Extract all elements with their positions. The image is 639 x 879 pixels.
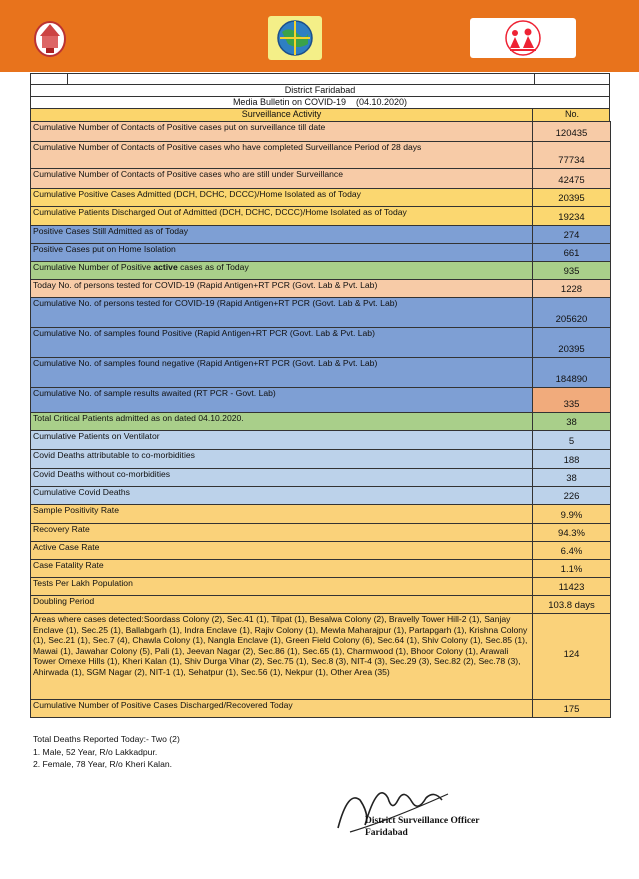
row-value: 205620 bbox=[533, 298, 611, 328]
death-entry: 1. Male, 52 Year, R/o Lakkadpur. bbox=[33, 746, 158, 757]
table-row bbox=[31, 524, 611, 542]
areas-list: Areas where cases detected:Soordass Colony (2), Sec.41 (1), Tilpat (1), Besalwa Colony (2), Bravelly Tower Hill-2 (1), Sanjay Enclave (1), Sec.25 (1), Ballabgarh (1), Indra Enclave (1), Rajiv Colony (1), Mewla Maharajpur (1), Partapgarh (1), Krishna Colony (1), Sec.21 (1), Sec.7 (4), Chawla Colony (1), Nangla Enclave (1), Green Field Colony (6), Sec.64 (1), Shiv Colony (1), Sec.85 (1), Mawai (1), Jawahar Colony (5), Pali (1), Jeevan Nagar (2), Sec.86 (1), Sec.65 (1), Charmwood (1), Bhoor Colony (1), Arawali Tower Omexe Hills (1), Kheri Kalan (1), Shiv Durga Vihar (2), Sec.75 (1), Sec.8 (3), NIT-4 (3), Sec.29 (3), Sec.82 (2), Sec.78 (3), Ahirwada (1), SGM Nagar (2), NIT-1 (1), Sehatpur (1), Sec.56 (1), Nekpur (1), Other Area (35) bbox=[31, 614, 533, 700]
table-row bbox=[31, 244, 611, 262]
row-label: Doubling Period bbox=[31, 596, 533, 614]
row-label-text: cases as of Today bbox=[177, 262, 249, 272]
row-label: Case Fatality Rate bbox=[31, 560, 533, 578]
row-value: 661 bbox=[533, 244, 611, 262]
row-value: 9.9% bbox=[533, 505, 611, 524]
row-label: Tests Per Lakh Population bbox=[31, 578, 533, 596]
row-label: Positive Cases Still Admitted as of Today bbox=[31, 226, 533, 244]
table-row bbox=[31, 207, 611, 226]
row-value: 42475 bbox=[533, 169, 611, 189]
row-label: Cumulative Number of Positive Cases Discharged/Recovered Today bbox=[31, 700, 533, 718]
table-row bbox=[31, 388, 611, 413]
header-strip bbox=[30, 73, 610, 85]
table-row bbox=[31, 169, 611, 189]
table-row bbox=[31, 413, 611, 431]
bulletin-date: (04.10.2020) bbox=[356, 97, 408, 107]
row-label: Cumulative Covid Deaths bbox=[31, 487, 533, 505]
death-summary: Total Deaths Reported Today:- Two (2) bbox=[33, 734, 180, 744]
table-row bbox=[31, 358, 611, 388]
row-label: Cumulative No. of samples found negative (Rapid Antigen+RT PCR (Govt. Lab & Pvt. Lab) bbox=[31, 358, 533, 388]
surveillance-table bbox=[30, 121, 611, 718]
table-row bbox=[31, 431, 611, 450]
row-label: Recovery Rate bbox=[31, 524, 533, 542]
table-row bbox=[31, 614, 611, 700]
table-row bbox=[31, 328, 611, 358]
death-entry: 2. Female, 78 Year, R/o Kheri Kalan. bbox=[33, 759, 173, 769]
row-value: 6.4% bbox=[533, 542, 611, 560]
row-label: Cumulative Number of Contacts of Positive cases who are still under Surveillance bbox=[31, 169, 533, 189]
row-value: 94.3% bbox=[533, 524, 611, 542]
district-title: District Faridabad bbox=[30, 85, 610, 97]
row-label: Cumulative Positive Cases Admitted (DCH, DCHC, DCCC)/Home Isolated as of Today bbox=[31, 189, 533, 207]
row-label: Cumulative Patients on Ventilator bbox=[31, 431, 533, 450]
row-value: 184890 bbox=[533, 358, 611, 388]
row-value: 5 bbox=[533, 431, 611, 450]
row-label-bold: active bbox=[153, 262, 178, 272]
row-label-text: Cumulative Number of Positive bbox=[33, 262, 154, 272]
col-no-header: No. bbox=[532, 109, 611, 121]
row-label: Active Case Rate bbox=[31, 542, 533, 560]
row-value: 124 bbox=[533, 614, 611, 700]
row-value: 175 bbox=[533, 700, 611, 718]
row-label: Cumulative Number of Contacts of Positive cases who have completed Surveillance Period of 28 days bbox=[31, 142, 533, 169]
row-value: 935 bbox=[533, 262, 611, 280]
row-label: Cumulative Patients Discharged Out of Admitted (DCH, DCHC, DCCC)/Home Isolated as of Today bbox=[31, 207, 533, 226]
signature-title: District Surveillance Officer bbox=[365, 816, 480, 826]
bulletin-title bbox=[30, 97, 610, 109]
death-notes bbox=[33, 733, 180, 771]
row-value: 120435 bbox=[533, 122, 611, 142]
signature-place: Faridabad bbox=[365, 828, 408, 838]
row-value: 38 bbox=[533, 413, 611, 431]
row-label: Cumulative Number of Contacts of Positive cases put on surveillance till date bbox=[31, 122, 533, 142]
table-row bbox=[31, 469, 611, 487]
row-label: Cumulative No. of persons tested for COVID-19 (Rapid Antigen+RT PCR (Govt. Lab & Pvt. Lab) bbox=[31, 298, 533, 328]
table-row bbox=[31, 262, 611, 280]
row-value: 20395 bbox=[533, 328, 611, 358]
table-row bbox=[31, 596, 611, 614]
row-value: 188 bbox=[533, 450, 611, 469]
row-label: Total Critical Patients admitted as on dated 04.10.2020. bbox=[31, 413, 533, 431]
table-row bbox=[31, 487, 611, 505]
row-value: 11423 bbox=[533, 578, 611, 596]
table-row bbox=[31, 280, 611, 298]
table-row bbox=[31, 298, 611, 328]
row-value: 1228 bbox=[533, 280, 611, 298]
row-label: Sample Positivity Rate bbox=[31, 505, 533, 524]
row-value: 335 bbox=[533, 388, 611, 413]
nhm-logo-icon bbox=[470, 18, 576, 58]
row-value: 38 bbox=[533, 469, 611, 487]
row-value: 226 bbox=[533, 487, 611, 505]
table-row bbox=[31, 505, 611, 524]
table-row bbox=[31, 226, 611, 244]
signature-block bbox=[365, 815, 480, 839]
row-value: 19234 bbox=[533, 207, 611, 226]
table-row bbox=[31, 142, 611, 169]
table-row bbox=[31, 560, 611, 578]
row-label: Cumulative No. of sample results awaited (RT PCR - Govt. Lab) bbox=[31, 388, 533, 413]
row-value: 20395 bbox=[533, 189, 611, 207]
row-value: 1.1% bbox=[533, 560, 611, 578]
row-value: 103.8 days bbox=[533, 596, 611, 614]
row-label: Covid Deaths without co-morbidities bbox=[31, 469, 533, 487]
table-row bbox=[31, 542, 611, 560]
row-value: 77734 bbox=[533, 142, 611, 169]
row-label: Cumulative No. of samples found Positive (Rapid Antigen+RT PCR (Govt. Lab & Pvt. Lab) bbox=[31, 328, 533, 358]
row-label bbox=[31, 262, 533, 280]
row-label: Positive Cases put on Home Isolation bbox=[31, 244, 533, 262]
table-row bbox=[31, 189, 611, 207]
row-label: Covid Deaths attributable to co-morbidities bbox=[31, 450, 533, 469]
globe-logo-icon bbox=[268, 16, 322, 60]
haryana-emblem-icon bbox=[30, 14, 70, 60]
bulletin-label: Media Bulletin on COVID-19 bbox=[232, 97, 346, 107]
table-row bbox=[31, 450, 611, 469]
table-row bbox=[31, 578, 611, 596]
row-label: Today No. of persons tested for COVID-19 (Rapid Antigen+RT PCR (Govt. Lab & Pvt. Lab) bbox=[31, 280, 533, 298]
col-activity-header: Surveillance Activity bbox=[241, 109, 322, 119]
table-row bbox=[31, 122, 611, 142]
table-row bbox=[31, 700, 611, 718]
row-value: 274 bbox=[533, 226, 611, 244]
